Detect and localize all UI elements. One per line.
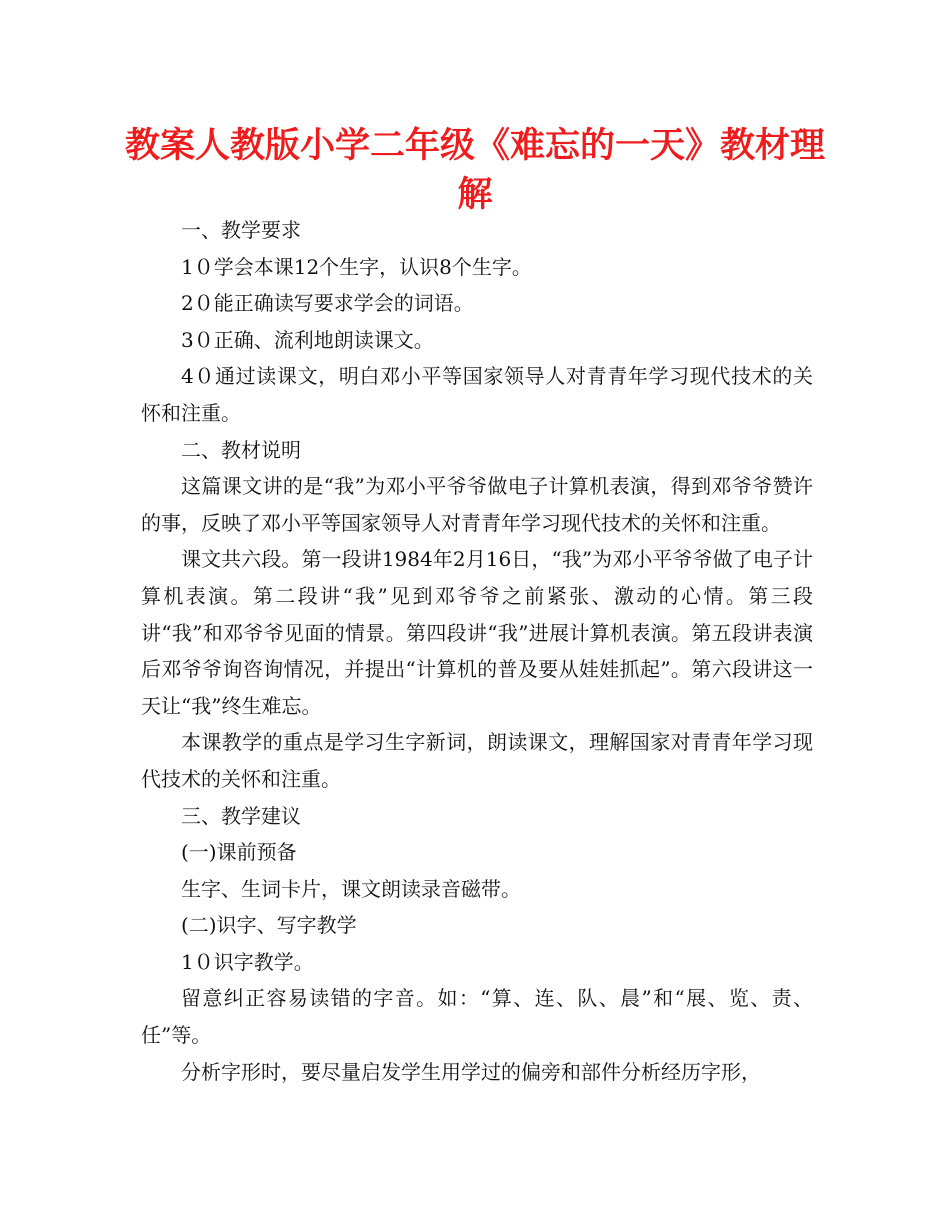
- paragraph: 本课教学的重点是学习生字新词，朗读课文，理解国家对青青年学习现代技术的关怀和注重。: [141, 730, 813, 791]
- paragraph: 这篇课文讲的是“我”为邓小平爷爷做电子计算机表演，得到邓爷爷赞许的事，反映了邓小平等国家领导人对青青年学习现代技术的关怀和注重。: [141, 474, 813, 535]
- section-heading: 一、教学要求: [181, 218, 301, 242]
- document-body: [141, 212, 813, 1090]
- paragraph: 分析字形时，要尽量启发学生用学过的偏旁和部件分析经历字形，: [181, 1059, 761, 1084]
- section-heading: 二、教材说明: [181, 437, 301, 462]
- paragraph: 1０识字教学。: [181, 949, 314, 974]
- paragraph: 留意纠正容易读错的字音。如：“算、连、队、晨”和“展、览、责、任”等。: [141, 986, 813, 1048]
- subsection-heading: (一)课前预备: [181, 840, 297, 865]
- section-heading: 三、教学建议: [181, 803, 301, 828]
- paragraph: 3０正确、流利地朗读课文。: [181, 327, 434, 352]
- paragraph: 2０能正确读写要求学会的词语。: [181, 291, 474, 316]
- paragraph: 1０学会本课12个生字，认识8个生字。: [181, 254, 532, 279]
- paragraph: 4０通过读课文，明白邓小平等国家领导人对青青年学习现代技术的关怀和注重。: [141, 364, 813, 425]
- paragraph: 生字、生词卡片，课文朗读录音磁带。: [181, 876, 521, 901]
- document-title: 教案人教版小学二年级《难忘的一天》教材理解: [124, 126, 825, 215]
- paragraph: 课文共六段。第一段讲1984年2月16日，“我”为邓小平爷爷做了电子计算机表演。第二段讲“我”见到邓爷爷之前紧张、激动的心情。第三段讲“我”和邓爷爷见面的情景。第四段讲“我”进展计算机表演。第五段讲表演后邓爷爷询咨询情况，并提出“计算机的普及要从娃娃抓起”。第六段讲这一天让“我”终生难忘。: [141, 547, 813, 718]
- subsection-heading: (二)识字、写字教学: [181, 913, 357, 938]
